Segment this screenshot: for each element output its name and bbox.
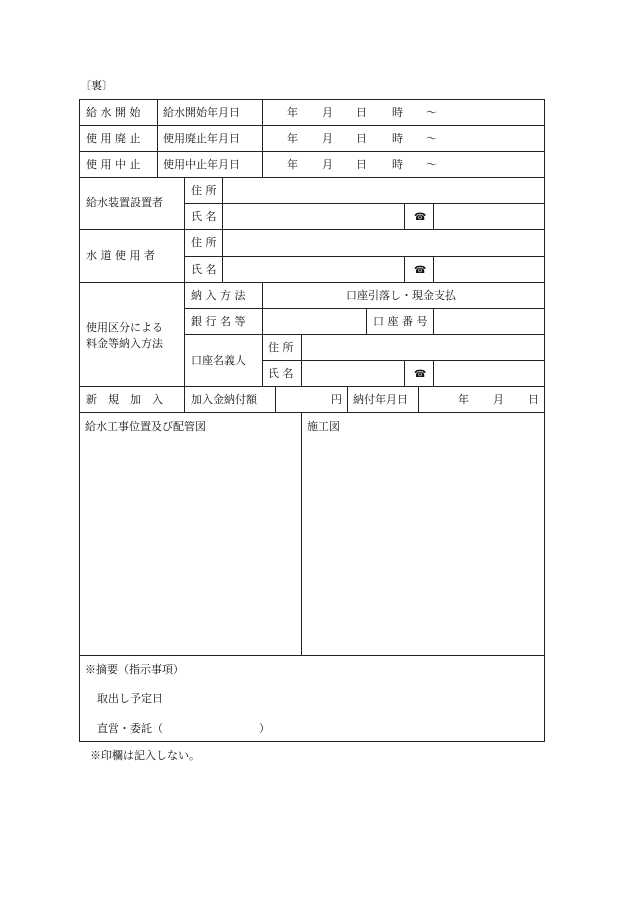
installer-label: 給水装置設置者 [86, 196, 163, 209]
payment-label-line1: 使用区分による [86, 321, 163, 334]
month-label: 月 [322, 132, 333, 145]
day-label: 日 [356, 106, 367, 119]
year-label: 年 [287, 132, 298, 145]
user-label: 水 道 使 用 者 [86, 249, 155, 262]
account-number-label: 口 座 番 号 [373, 315, 428, 328]
use-abolish-date-label: 使用廃止年月日 [163, 132, 240, 145]
day-label: 日 [356, 132, 367, 145]
hour-label: 時 [392, 132, 403, 145]
supply-start-date-label: 給水開始年月日 [163, 106, 240, 119]
tilde: ～ [426, 106, 437, 119]
hour-label: 時 [392, 158, 403, 171]
construction-drawing-label: 施工図 [307, 420, 340, 433]
payment-method-label: 納 入 方 法 [191, 289, 246, 302]
new-join-label: 新 規 加 入 [86, 393, 163, 406]
summary-title: ※摘要（指示事項） [85, 663, 184, 676]
side-label: 〔裏〕 [80, 79, 113, 92]
join-fee-label: 加入金納付額 [191, 393, 257, 406]
footer-note: ※印欄は記入しない。 [90, 749, 200, 762]
use-abolish-label: 使 用 廃 止 [86, 132, 141, 145]
month-label: 月 [322, 106, 333, 119]
user-address-label: 住 所 [191, 236, 217, 249]
direct-or-consigned-label: 直営・委託（ [97, 722, 163, 735]
account-holder-label: 口座名義人 [191, 354, 246, 367]
use-suspend-date-label: 使用中止年月日 [163, 158, 240, 171]
bank-name-label: 銀 行 名 等 [191, 315, 246, 328]
supply-start-label: 給 水 開 始 [86, 106, 141, 119]
hour-label: 時 [392, 106, 403, 119]
payment-label-line2: 料金等納入方法 [86, 337, 163, 350]
pay-date-label: 納付年月日 [353, 393, 408, 406]
installer-address-label: 住 所 [191, 184, 217, 197]
telephone-icon: ☎ [414, 265, 427, 276]
holder-address-label: 住 所 [268, 341, 294, 354]
year-label: 年 [287, 106, 298, 119]
tilde: ～ [426, 158, 437, 171]
month-label: 月 [493, 393, 504, 406]
close-paren: ） [259, 722, 270, 735]
month-label: 月 [322, 158, 333, 171]
pipe-location-drawing-label: 給水工事位置及び配管図 [85, 420, 206, 433]
tilde: ～ [426, 132, 437, 145]
telephone-icon: ☎ [414, 212, 427, 223]
year-label: 年 [458, 393, 469, 406]
day-label: 日 [528, 393, 539, 406]
day-label: 日 [356, 158, 367, 171]
installer-name-label: 氏 名 [191, 210, 217, 223]
year-label: 年 [287, 158, 298, 171]
use-suspend-label: 使 用 中 止 [86, 158, 141, 171]
payment-method-value: 口座引落し・現金支払 [346, 289, 456, 302]
planned-date-label: 取出し予定日 [97, 692, 163, 705]
yen-label: 円 [331, 393, 342, 406]
telephone-icon: ☎ [414, 369, 427, 380]
holder-name-label: 氏 名 [268, 367, 294, 380]
user-name-label: 氏 名 [191, 263, 217, 276]
